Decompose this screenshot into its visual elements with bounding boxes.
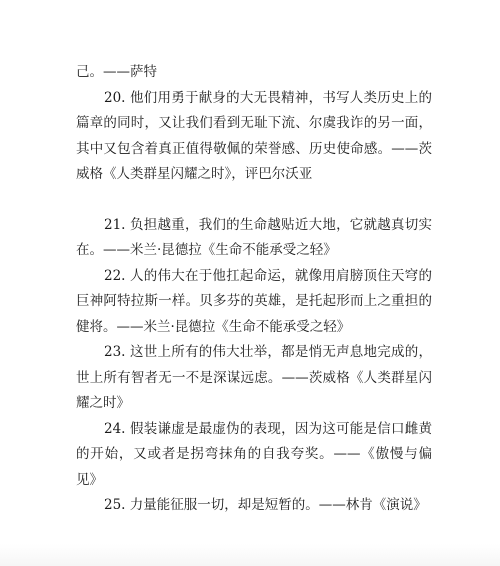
document-body [76,60,432,519]
quote-20: 20. 他们用勇于献身的大无畏精神，书写人类历史上的篇章的同时，又让我们看到无耻下流、尔虞我诈的另一面，其中又包含着真正值得敬佩的荣誉感、历史使命感。——茨威格《人类群星闪耀之时》，评巴尔沃亚 [76,89,432,182]
quote-21: 21. 负担越重，我们的生命越贴近大地，它就越真切实在。——米兰·昆德拉《生命不能承受之轻》 [76,216,432,258]
quote-24: 24. 假装谦虚是最虚伪的表现，因为这可能是信口雌黄的开始，又或者是拐弯抹角的自我夸奖。——《傲慢与偏见》 [76,420,432,488]
paragraph-gap [76,188,432,213]
quote-22: 22. 人的伟大在于他扛起命运，就像用肩膀顶住天穹的巨神阿特拉斯一样。贝多芬的英雄，是托起形而上之重担的健将。——米兰·昆德拉《生命不能承受之轻》 [76,267,432,335]
quote-fragment: 己。——萨特 [76,64,157,80]
quote-25: 25. 力量能征服一切，却是短暂的。——林肯《演说》 [104,497,427,513]
quote-23: 23. 这世上所有的伟大壮举，都是悄无声息地完成的，世上所有智者无一不是深谋远虑。——茨威格《人类群星闪耀之时》 [76,344,432,411]
bottom-edge-shade [0,544,500,566]
